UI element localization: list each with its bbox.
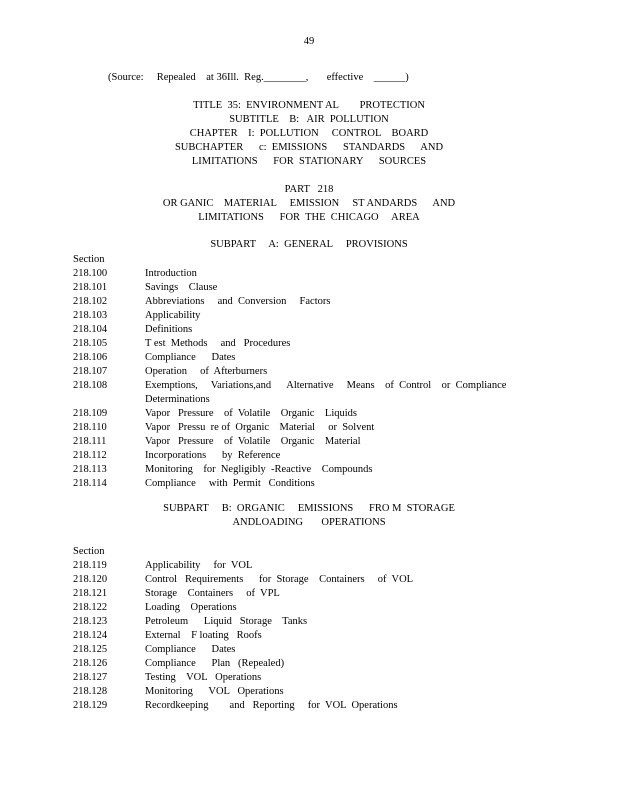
toc-row <box>73 671 533 685</box>
section-title: Vapor Pressure of Volatile Organic Material <box>145 436 361 447</box>
toc-row <box>73 309 533 323</box>
toc-row <box>73 657 533 671</box>
section-title: Exemptions, Variations,and Alternative Means of Control or Compliance Determinations <box>145 380 507 405</box>
section-title: Savings Clause <box>145 282 218 293</box>
toc-row <box>73 573 533 587</box>
part-title-line-1: OR GANIC MATERIAL EMISSION ST ANDARDS AND <box>162 198 456 209</box>
section-number: 218.112 <box>73 450 107 461</box>
toc-row <box>73 685 533 699</box>
toc-row <box>73 477 533 491</box>
part-number: PART 218 <box>284 184 334 195</box>
subchapter-line: SUBCHAPTER c: EMISSIONS STANDARDS AND <box>174 142 444 153</box>
section-number: 218.100 <box>73 268 108 279</box>
toc-row <box>73 351 533 365</box>
title-block <box>0 99 618 169</box>
section-number: 218.125 <box>73 644 108 655</box>
section-title: Applicability for VOL <box>145 560 253 571</box>
section-number: 218.127 <box>73 672 108 683</box>
toc-row <box>73 601 533 615</box>
section-title: Definitions <box>145 324 193 335</box>
toc-row <box>73 699 533 713</box>
section-title: Petroleum Liquid Storage Tanks <box>145 616 308 627</box>
section-number: 218.120 <box>73 574 108 585</box>
chapter-line: CHAPTER I: POLLUTION CONTROL BOARD <box>189 128 429 139</box>
section-number: 218.123 <box>73 616 108 627</box>
subpart-a-heading <box>0 238 618 252</box>
section-number: 218.101 <box>73 282 108 293</box>
subpart-a-toc <box>73 253 533 491</box>
section-title: Control Requirements for Storage Containers of VOL <box>145 574 414 585</box>
toc-row <box>73 463 533 477</box>
toc-row <box>73 323 533 337</box>
section-title: Monitoring for Negligibly -Reactive Compounds <box>145 464 373 475</box>
toc-row <box>73 337 533 351</box>
section-number: 218.124 <box>73 630 108 641</box>
toc-row <box>73 295 533 309</box>
section-number: 218.121 <box>73 588 108 599</box>
section-number: 218.119 <box>73 560 107 571</box>
toc-row <box>73 615 533 629</box>
section-title: Abbreviations and Conversion Factors <box>145 296 331 307</box>
subpart-a-heading-text: SUBPART A: GENERAL PROVISIONS <box>210 239 408 250</box>
toc-row <box>73 587 533 601</box>
toc-row <box>73 421 533 435</box>
section-number: 218.129 <box>73 700 108 711</box>
part-title-line-2: LIMITATIONS FOR THE CHICAGO AREA <box>198 212 420 223</box>
section-label: Section <box>73 254 105 265</box>
section-number: 218.113 <box>73 464 107 475</box>
section-number: 218.109 <box>73 408 108 419</box>
section-title: Vapor Pressu re of Organic Material or Solvent <box>145 422 375 433</box>
title-line: TITLE 35: ENVIRONMENT AL PROTECTION <box>193 100 425 111</box>
section-number: 218.104 <box>73 324 108 335</box>
section-title: Compliance Plan (Repealed) <box>145 658 285 669</box>
section-title: Operation of Afterburners <box>145 366 268 377</box>
subpart-b-toc <box>73 545 533 713</box>
page-number: 49 <box>303 36 315 47</box>
section-title: Storage Containers of VPL <box>145 588 280 599</box>
section-number: 218.128 <box>73 686 108 697</box>
toc-row <box>73 267 533 281</box>
toc-row <box>73 379 533 407</box>
section-title: Incorporations by Reference <box>145 450 281 461</box>
subpart-b-heading <box>0 502 618 530</box>
subpart-a-rows <box>73 267 533 491</box>
section-number: 218.103 <box>73 310 108 321</box>
section-number: 218.122 <box>73 602 108 613</box>
section-title: Recordkeeping and Reporting for VOL Operations <box>145 700 398 711</box>
section-title: Introduction <box>145 268 197 279</box>
section-title: Monitoring VOL Operations <box>145 686 284 697</box>
section-title: Compliance with Permit Conditions <box>145 478 315 489</box>
subpart-b-heading-line-2: ANDLOADING OPERATIONS <box>232 517 386 528</box>
toc-row <box>73 281 533 295</box>
section-label: Section <box>73 546 105 557</box>
subpart-b-rows <box>73 559 533 713</box>
section-title: Vapor Pressure of Volatile Organic Liquids <box>145 408 358 419</box>
section-number: 218.108 <box>73 380 108 391</box>
toc-row <box>73 435 533 449</box>
toc-row <box>73 365 533 379</box>
section-title: Compliance Dates <box>145 352 236 363</box>
section-title: T est Methods and Procedures <box>145 338 291 349</box>
section-number: 218.105 <box>73 338 108 349</box>
toc-row <box>73 629 533 643</box>
section-number: 218.110 <box>73 422 107 433</box>
section-number: 218.126 <box>73 658 108 669</box>
source-note: (Source: Repealed at 36Ill. Reg.________, effective ______) <box>108 72 409 83</box>
section-number: 218.102 <box>73 296 108 307</box>
toc-row <box>73 449 533 463</box>
section-title: Loading Operations <box>145 602 237 613</box>
section-title: Testing VOL Operations <box>145 672 262 683</box>
section-number: 218.111 <box>73 436 107 447</box>
toc-row <box>73 643 533 657</box>
section-number: 218.114 <box>73 478 107 489</box>
subchapter-line-2: LIMITATIONS FOR STATIONARY SOURCES <box>191 156 427 167</box>
subpart-b-heading-line-1: SUBPART B: ORGANIC EMISSIONS FRO M STORAGE <box>163 503 455 514</box>
part-block <box>0 183 618 225</box>
section-number: 218.107 <box>73 366 108 377</box>
section-number: 218.106 <box>73 352 108 363</box>
toc-row <box>73 407 533 421</box>
section-title: Compliance Dates <box>145 644 236 655</box>
section-title: External F loating Roofs <box>145 630 262 641</box>
section-title: Applicability <box>145 310 201 321</box>
toc-row <box>73 559 533 573</box>
subtitle-line: SUBTITLE B: AIR POLLUTION <box>229 114 389 125</box>
